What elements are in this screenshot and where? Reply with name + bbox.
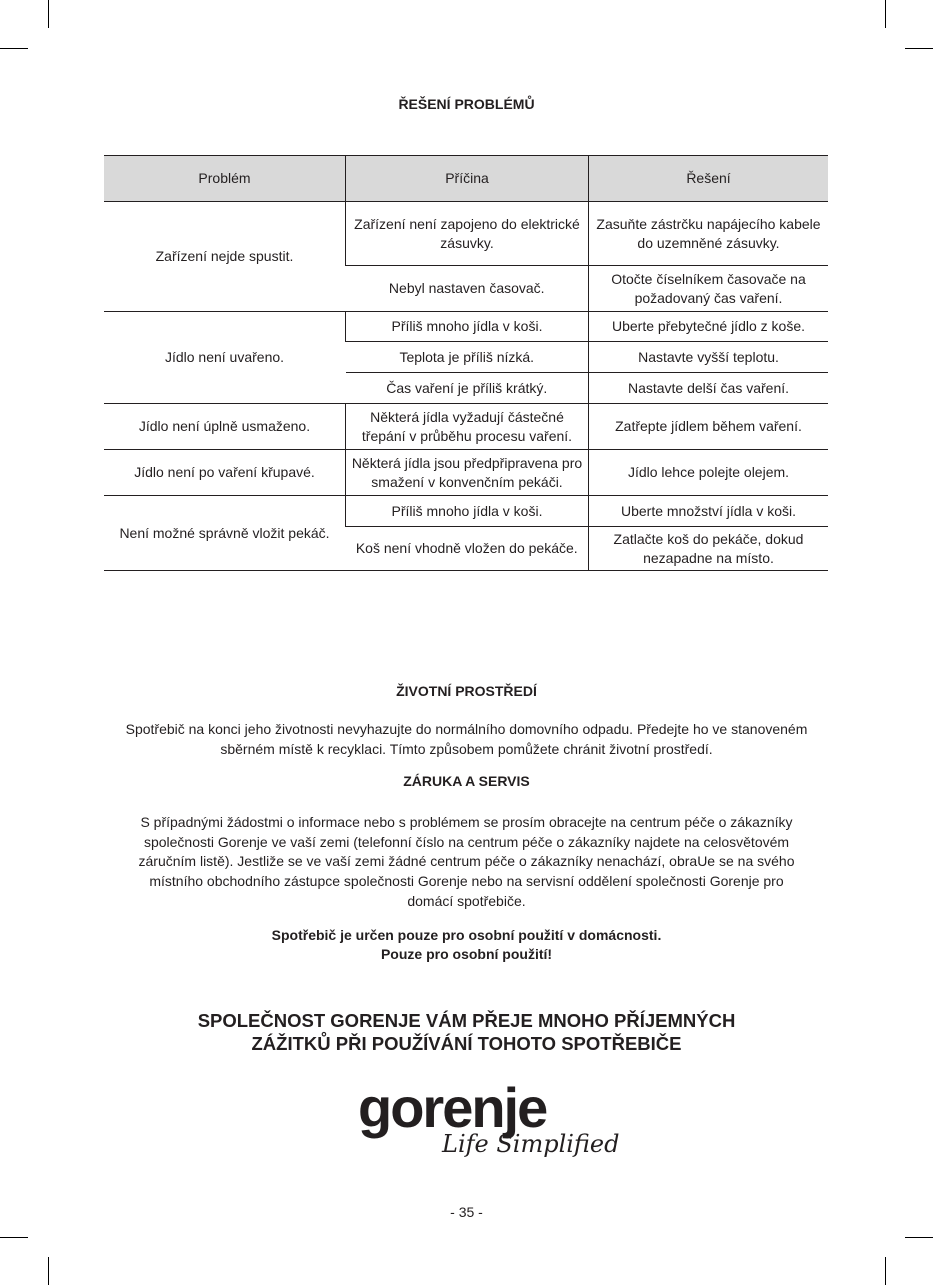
problem-cell: Jídlo není po vaření křupavé. [104, 450, 346, 496]
problem-cell: Zařízení nejde spustit. [104, 202, 346, 312]
table-row [104, 404, 828, 450]
cause-cell: Některá jídla vyžadují částečné třepání v průběhu procesu vaření. [346, 404, 589, 450]
table-row [104, 496, 828, 527]
crop-mark [0, 48, 28, 49]
crop-mark [885, 0, 886, 28]
table-row [104, 202, 828, 266]
page-number: - 35 - [450, 1204, 483, 1220]
header-problem: Problém [104, 156, 346, 202]
problem-cell: Není možné správně vložit pekáč. [104, 496, 346, 571]
crop-mark [905, 48, 933, 49]
warranty-text: S případnými žádostmi o informace nebo s problémem se prosím obracejte na centrum péče o zákazníky společnosti Gorenje ve vaší zemi (telefonní číslo na centrum péče o zákazníky najdete na celosvětovém záručním listě). Jestliže se ve vaší zemi žádné centrum péče o zákazníky nenachází, obraUe se na svého místního obchodního zástupce společnosti Gorenje nebo na servisní oddělení společnosti Gorenje pro domácí spotřebiče. [138, 814, 795, 909]
problem-cell: Jídlo není uvařeno. [104, 312, 346, 404]
table-row [104, 312, 828, 342]
crop-mark [0, 1237, 28, 1238]
crop-mark [48, 0, 49, 28]
table-header [104, 156, 828, 202]
cause-cell: Teplota je příliš nízká. [346, 342, 589, 373]
environment-heading: ŽIVOTNÍ PROSTŘEDÍ [396, 683, 537, 699]
solution-cell: Nastavte delší čas vaření. [589, 373, 829, 404]
solution-cell: Zatřepte jídlem během vaření. [589, 404, 829, 450]
crop-mark [905, 1237, 933, 1238]
crop-mark [885, 1257, 886, 1285]
cause-cell: Nebyl nastaven časovač. [346, 266, 589, 312]
solution-cell: Jídlo lehce polejte olejem. [589, 450, 829, 496]
table-row [104, 450, 828, 496]
logo-tagline: Life Simplified [442, 1130, 620, 1158]
cause-cell: Příliš mnoho jídla v koši. [346, 312, 589, 342]
gorenje-logo: gorenje [358, 1076, 547, 1139]
header-solution: Řešení [589, 156, 829, 202]
cause-cell: Některá jídla jsou předpřipravena pro smažení v konvenčním pekáči. [346, 450, 589, 496]
crop-mark [48, 1257, 49, 1285]
solution-cell: Zatlačte koš do pekáče, dokud nezapadne na místo. [589, 527, 829, 571]
warranty-heading: ZÁRUKA A SERVIS [403, 773, 530, 789]
solution-cell: Uberte přebytečné jídlo z koše. [589, 312, 829, 342]
environment-text: Spotřebič na konci jeho životnosti nevyhazujte do normálního domovního odpadu. Předejte ho ve stanoveném sběrném místě k recyklaci. Tímto způsobem pomůžete chránit životní prostředí. [125, 721, 808, 757]
solution-cell: Uberte množství jídla v koši. [589, 496, 829, 527]
header-cause: Příčina [346, 156, 589, 202]
solution-cell: Nastavte vyšší teplotu. [589, 342, 829, 373]
cause-cell: Koš není vhodně vložen do pekáče. [346, 527, 589, 571]
solution-cell: Zasuňte zástrčku napájecího kabele do uzemněné zásuvky. [589, 202, 829, 266]
solution-cell: Otočte číselníkem časovače na požadovaný čas vaření. [589, 266, 829, 312]
problem-cell: Jídlo není úplně usmaženo. [104, 404, 346, 450]
closing-line-1: SPOLEČNOST GORENJE VÁM PŘEJE MNOHO PŘÍJEMNÝCH [197, 1010, 736, 1031]
cause-cell: Zařízení není zapojeno do elektrické zásuvky. [346, 202, 589, 266]
cause-cell: Čas vaření je příliš krátký. [346, 373, 589, 404]
troubleshooting-table [104, 155, 828, 571]
personal-use-note: Pouze pro osobní použití! [380, 946, 553, 962]
page-title: ŘEŠENÍ PROBLÉMŮ [398, 96, 535, 112]
cause-cell: Příliš mnoho jídla v koši. [346, 496, 589, 527]
closing-line-2: ZÁŽITKŮ PŘI POUŽÍVÁNÍ TOHOTO SPOTŘEBIČE [251, 1033, 682, 1054]
household-use-note: Spotřebič je určen pouze pro osobní použití v domácnosti. [271, 927, 662, 943]
